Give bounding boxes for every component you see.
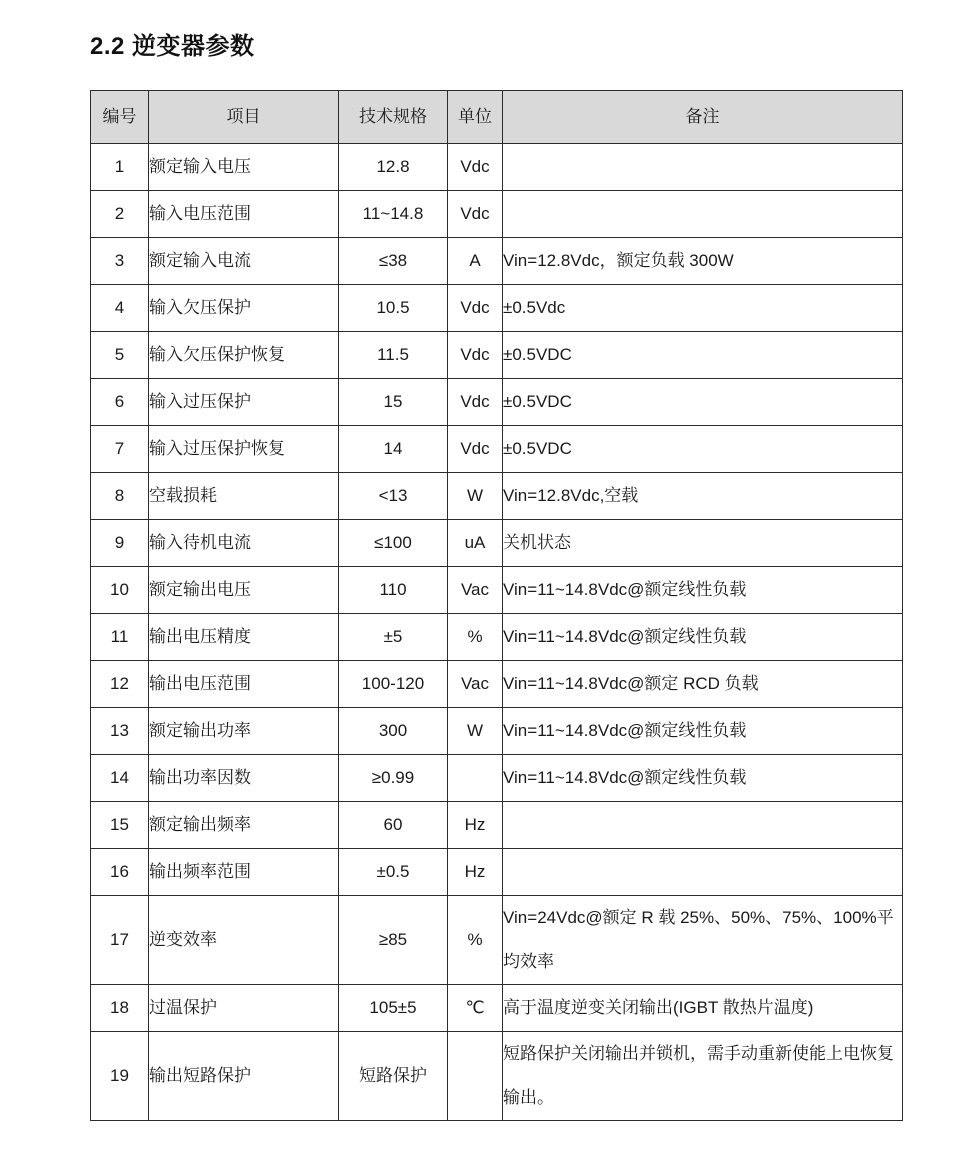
table-row bbox=[91, 379, 903, 426]
cell-item: 逆变效率 bbox=[149, 896, 339, 985]
cell-unit: Vdc bbox=[448, 379, 503, 426]
cell-remark bbox=[503, 802, 903, 849]
cell-no: 15 bbox=[91, 802, 149, 849]
table-row bbox=[91, 567, 903, 614]
cell-spec: 11~14.8 bbox=[339, 191, 448, 238]
cell-no: 19 bbox=[91, 1032, 149, 1121]
cell-item: 输出功率因数 bbox=[149, 755, 339, 802]
cell-spec: ≥0.99 bbox=[339, 755, 448, 802]
cell-item: 输入电压范围 bbox=[149, 191, 339, 238]
table-row bbox=[91, 520, 903, 567]
cell-spec: 60 bbox=[339, 802, 448, 849]
cell-item: 过温保护 bbox=[149, 985, 339, 1032]
header-cell: 备注 bbox=[503, 91, 903, 144]
cell-remark: Vin=11~14.8Vdc@额定 RCD 负载 bbox=[503, 661, 903, 708]
cell-unit: Vdc bbox=[448, 332, 503, 379]
cell-spec: 12.8 bbox=[339, 144, 448, 191]
cell-item: 输出电压精度 bbox=[149, 614, 339, 661]
cell-unit bbox=[448, 755, 503, 802]
cell-no: 17 bbox=[91, 896, 149, 985]
cell-item: 额定输出功率 bbox=[149, 708, 339, 755]
header-cell: 单位 bbox=[448, 91, 503, 144]
cell-item: 额定输入电流 bbox=[149, 238, 339, 285]
page-title: 2.2 逆变器参数 bbox=[90, 33, 255, 60]
cell-spec: ±5 bbox=[339, 614, 448, 661]
cell-spec: ≤100 bbox=[339, 520, 448, 567]
cell-unit: W bbox=[448, 473, 503, 520]
cell-remark: ±0.5VDC bbox=[503, 379, 903, 426]
cell-spec: <13 bbox=[339, 473, 448, 520]
cell-spec: 110 bbox=[339, 567, 448, 614]
cell-no: 1 bbox=[91, 144, 149, 191]
cell-unit: Vdc bbox=[448, 191, 503, 238]
cell-no: 9 bbox=[91, 520, 149, 567]
cell-spec: 10.5 bbox=[339, 285, 448, 332]
cell-item: 输入待机电流 bbox=[149, 520, 339, 567]
cell-item: 输入过压保护 bbox=[149, 379, 339, 426]
cell-remark: Vin=12.8Vdc,空载 bbox=[503, 473, 903, 520]
table-header-row bbox=[91, 91, 903, 144]
cell-no: 18 bbox=[91, 985, 149, 1032]
header-cell: 项目 bbox=[149, 91, 339, 144]
cell-item: 输出电压范围 bbox=[149, 661, 339, 708]
cell-remark: ±0.5VDC bbox=[503, 426, 903, 473]
table-row bbox=[91, 285, 903, 332]
cell-unit: W bbox=[448, 708, 503, 755]
cell-no: 4 bbox=[91, 285, 149, 332]
table-row bbox=[91, 332, 903, 379]
cell-item: 空载损耗 bbox=[149, 473, 339, 520]
table-row bbox=[91, 802, 903, 849]
cell-remark: 关机状态 bbox=[503, 520, 903, 567]
cell-remark: Vin=11~14.8Vdc@额定线性负载 bbox=[503, 614, 903, 661]
cell-item: 输入欠压保护 bbox=[149, 285, 339, 332]
cell-no: 11 bbox=[91, 614, 149, 661]
cell-no: 13 bbox=[91, 708, 149, 755]
cell-unit: Vac bbox=[448, 567, 503, 614]
cell-no: 16 bbox=[91, 849, 149, 896]
cell-unit: Hz bbox=[448, 849, 503, 896]
table-row bbox=[91, 849, 903, 896]
table-row bbox=[91, 614, 903, 661]
table-row bbox=[91, 755, 903, 802]
cell-unit: Vdc bbox=[448, 144, 503, 191]
inverter-parameters-table bbox=[90, 90, 903, 1121]
cell-spec: 短路保护 bbox=[339, 1032, 448, 1121]
cell-spec: 15 bbox=[339, 379, 448, 426]
cell-unit: A bbox=[448, 238, 503, 285]
cell-remark: 高于温度逆变关闭输出(IGBT 散热片温度) bbox=[503, 985, 903, 1032]
cell-remark bbox=[503, 191, 903, 238]
cell-no: 8 bbox=[91, 473, 149, 520]
table-row bbox=[91, 473, 903, 520]
cell-remark bbox=[503, 144, 903, 191]
cell-item: 输入过压保护恢复 bbox=[149, 426, 339, 473]
cell-item: 额定输入电压 bbox=[149, 144, 339, 191]
header-cell: 编号 bbox=[91, 91, 149, 144]
cell-item: 额定输出电压 bbox=[149, 567, 339, 614]
cell-spec: ≥85 bbox=[339, 896, 448, 985]
cell-remark: ±0.5Vdc bbox=[503, 285, 903, 332]
cell-spec: ±0.5 bbox=[339, 849, 448, 896]
table-row bbox=[91, 426, 903, 473]
cell-remark: Vin=11~14.8Vdc@额定线性负载 bbox=[503, 708, 903, 755]
cell-no: 12 bbox=[91, 661, 149, 708]
table-row bbox=[91, 144, 903, 191]
table-header bbox=[91, 91, 903, 144]
cell-unit bbox=[448, 1032, 503, 1121]
cell-remark: ±0.5VDC bbox=[503, 332, 903, 379]
table-row bbox=[91, 985, 903, 1032]
table-row bbox=[91, 238, 903, 285]
cell-unit: Vac bbox=[448, 661, 503, 708]
cell-remark: Vin=24Vdc@额定 R 载 25%、50%、75%、100%平均效率 bbox=[503, 896, 903, 985]
table-row bbox=[91, 1032, 903, 1121]
cell-no: 5 bbox=[91, 332, 149, 379]
table-row bbox=[91, 661, 903, 708]
cell-remark: 短路保护关闭输出并锁机，需手动重新使能上电恢复输出。 bbox=[503, 1032, 903, 1121]
cell-item: 额定输出频率 bbox=[149, 802, 339, 849]
table-row bbox=[91, 708, 903, 755]
cell-no: 7 bbox=[91, 426, 149, 473]
cell-remark: Vin=11~14.8Vdc@额定线性负载 bbox=[503, 567, 903, 614]
cell-item: 输出频率范围 bbox=[149, 849, 339, 896]
cell-unit: % bbox=[448, 614, 503, 661]
table-row bbox=[91, 191, 903, 238]
cell-no: 2 bbox=[91, 191, 149, 238]
header-cell: 技术规格 bbox=[339, 91, 448, 144]
cell-item: 输入欠压保护恢复 bbox=[149, 332, 339, 379]
cell-spec: 11.5 bbox=[339, 332, 448, 379]
cell-no: 10 bbox=[91, 567, 149, 614]
cell-unit: % bbox=[448, 896, 503, 985]
cell-unit: Vdc bbox=[448, 426, 503, 473]
cell-remark: Vin=11~14.8Vdc@额定线性负载 bbox=[503, 755, 903, 802]
cell-no: 14 bbox=[91, 755, 149, 802]
cell-item: 输出短路保护 bbox=[149, 1032, 339, 1121]
cell-unit: Hz bbox=[448, 802, 503, 849]
cell-remark: Vin=12.8Vdc，额定负载 300W bbox=[503, 238, 903, 285]
cell-spec: 100-120 bbox=[339, 661, 448, 708]
table-row bbox=[91, 896, 903, 985]
cell-unit: uA bbox=[448, 520, 503, 567]
table-body bbox=[91, 144, 903, 1121]
cell-unit: ℃ bbox=[448, 985, 503, 1032]
cell-spec: 300 bbox=[339, 708, 448, 755]
cell-no: 3 bbox=[91, 238, 149, 285]
cell-spec: ≤38 bbox=[339, 238, 448, 285]
cell-no: 6 bbox=[91, 379, 149, 426]
cell-unit: Vdc bbox=[448, 285, 503, 332]
cell-spec: 14 bbox=[339, 426, 448, 473]
cell-remark bbox=[503, 849, 903, 896]
cell-spec: 105±5 bbox=[339, 985, 448, 1032]
